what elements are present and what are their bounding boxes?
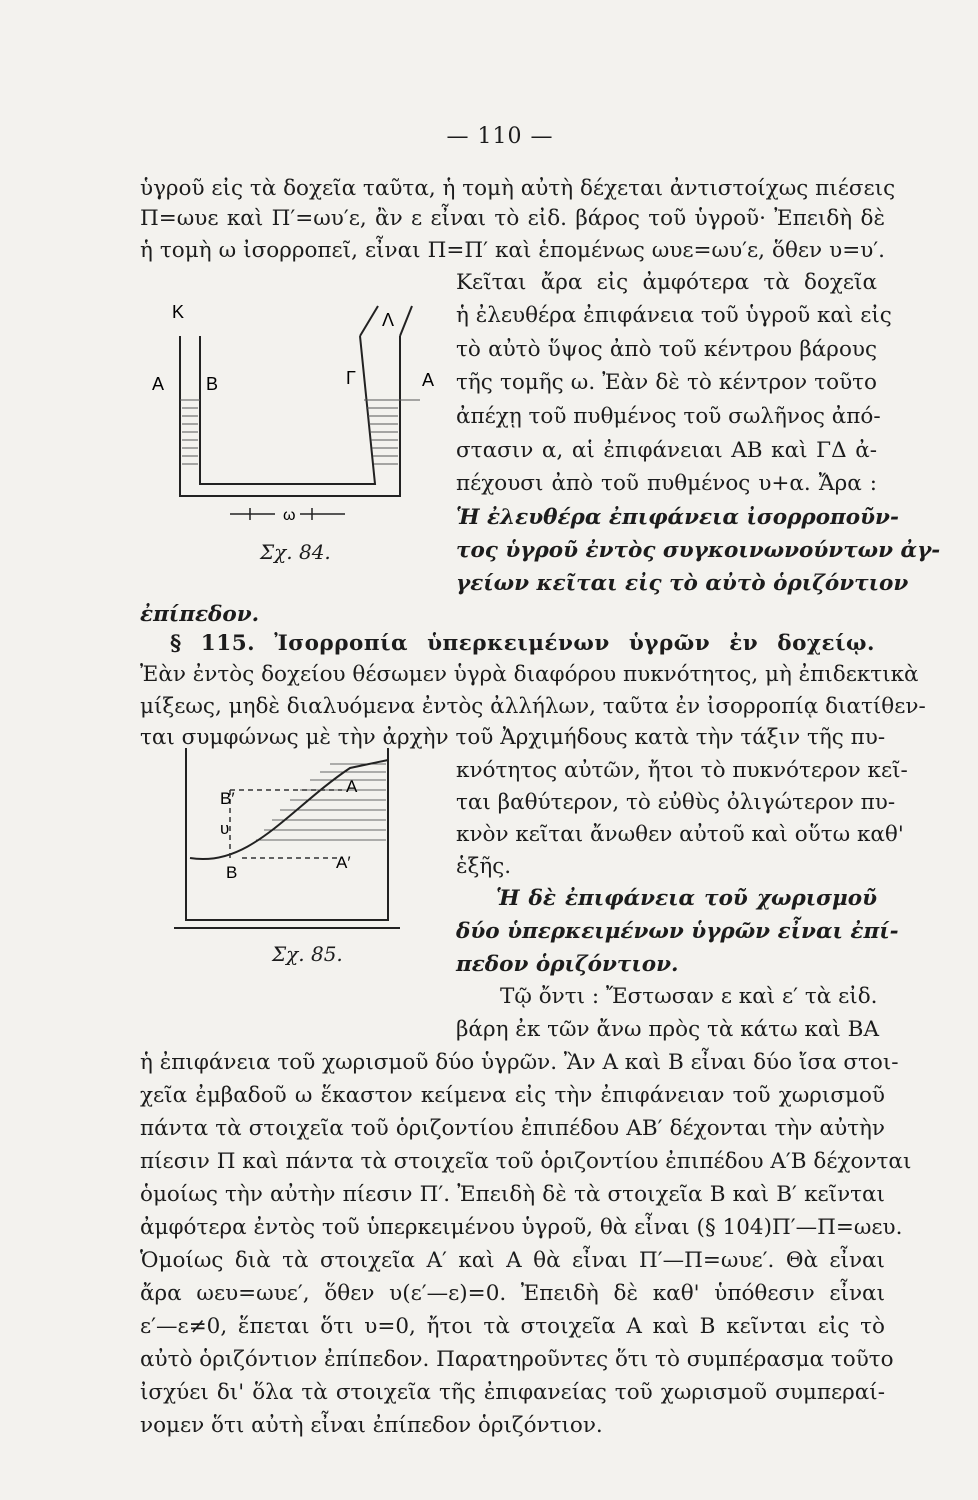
label-A: A — [152, 374, 165, 394]
text-line: ἡ ἐλευθέρα ἐπιφάνεια τοῦ ὑγροῦ καὶ εἰς — [456, 303, 892, 328]
text-line: κνότητος αὐτῶν, ἤτοι τὸ πυκνότερον κεῖ- — [456, 758, 908, 783]
figure-84-caption: Σχ. 84. — [260, 540, 331, 564]
theorem-line: γείων κεῖται εἰς τὸ αὐτὸ ὁριζόντιον — [456, 571, 909, 596]
theorem-line: πεδον ὁριζόντιον. — [456, 952, 679, 977]
text-line: Ὁμοίως διὰ τὰ στοιχεῖα Α′ καὶ Α θὰ εἶναι Π′—Π=ωυε′. Θὰ εἶναι — [140, 1248, 885, 1273]
label-omega: ω — [283, 507, 296, 524]
text-line: Τῷ ὄντι : Ἔστωσαν ε καὶ ε′ τὰ εἰδ. — [500, 984, 878, 1009]
label-A2: A — [422, 370, 435, 390]
label-K: K — [172, 302, 185, 322]
text-line: Π=ωυε καὶ Π′=ωυ′ε, ἂν ε εἶναι τὸ εἰδ. βάρος τοῦ ὑγροῦ· Ἐπειδὴ δὲ — [140, 206, 885, 231]
text-line: τὸ αὐτὸ ὕψος ἀπὸ τοῦ κέντρου βάρους — [456, 337, 877, 362]
text-line: ἀπέχῃ τοῦ πυθμένος τοῦ σωλῆνος ἀπό- — [456, 404, 881, 429]
text-line: κνὸν κεῖται ἄνωθεν αὐτοῦ καὶ οὕτω καθ' — [456, 822, 904, 847]
label-A-prime: A′ — [336, 853, 351, 872]
theorem-line: Ἡ ἐλευθέρα ἐπιφάνεια ἰσορροποῦν- — [456, 505, 899, 530]
text-line: ἄρα ωευ=ωυε′, ὅθεν υ(ε′—ε)=0. Ἐπειδὴ δὲ καθ' ὑπόθεσιν εἶναι — [140, 1281, 885, 1306]
text-line: ἰσχύει δι' ὅλα τὰ στοιχεῖα τῆς ἐπιφανείας τοῦ χωρισμοῦ συμπεραί- — [140, 1380, 885, 1405]
text-line: ἀμφότερα ἐντὸς τοῦ ὑπερκειμένου ὑγροῦ, θὰ εἶναι (§ 104)Π′—Π=ωευ. — [140, 1215, 903, 1240]
label-L: Λ — [382, 310, 395, 330]
label-upsilon: υ — [220, 819, 230, 838]
text-line: ται συμφώνως μὲ τὴν ἀρχὴν τοῦ Ἀρχιμήδους κατὰ τὴν τάξιν τῆς πυ- — [140, 725, 886, 750]
theorem-line: ἐπίπεδον. — [140, 602, 260, 627]
vessel-outline — [186, 748, 388, 920]
figure-84 — [150, 296, 440, 536]
theorem-line: δύο ὑπερκειμένων ὑγρῶν εἶναι ἐπί- — [456, 919, 899, 944]
label-A: A — [346, 777, 358, 796]
text-line: νομεν ὅτι αὐτὴ εἶναι ἐπίπεδον ὁριζόντιον. — [140, 1413, 603, 1438]
text-line: χεῖα ἐμβαδοῦ ω ἕκαστον κείμενα εἰς τὴν ἐπιφάνειαν τοῦ χωρισμοῦ — [140, 1083, 885, 1108]
page-number: — 110 — — [446, 124, 554, 149]
text-line: ται βαθύτερον, τὸ εὐθὺς ὀλιγώτερον πυ- — [456, 790, 896, 815]
section-heading: § 115. Ἰσορροπία ὑπερκειμένων ὑγρῶν ἐν δοχείῳ. — [170, 631, 875, 656]
text-line: Ἐὰν ἐντὸς δοχείου θέσωμεν ὑγρὰ διαφόρου πυκνότητος, μὴ ἐπιδεκτικὰ — [140, 662, 919, 687]
text-line: αὐτὸ ὁριζόντιον ἐπίπεδον. Παρατηροῦντες ὅτι τὸ συμπέρασμα τοῦτο — [140, 1347, 894, 1372]
text-line: ε′—ε≠0, ἕπεται ὅτι υ=0, ἤτοι τὰ στοιχεῖα Α καὶ Β κεῖνται εἰς τὸ — [140, 1314, 885, 1339]
label-G: Γ — [346, 368, 356, 388]
text-line: πέχουσι ἀπὸ τοῦ πυθμένος υ+α. Ἄρα : — [456, 471, 877, 496]
text-line: ὁμοίως τὴν αὐτὴν πίεσιν Π′. Ἐπειδὴ δὲ τὰ στοιχεῖα Β καὶ Β′ κεῖνται — [140, 1182, 885, 1207]
theorem-line: Ἡ δὲ ἐπιφάνεια τοῦ χωρισμοῦ — [496, 886, 877, 911]
text-line: Κεῖται ἄρα εἰς ἀμφότερα τὰ δοχεῖα — [456, 270, 877, 295]
figure-85-caption: Σχ. 85. — [272, 942, 343, 966]
text-line: πίεσιν Π καὶ πάντα τὰ στοιχεῖα τοῦ ὁριζοντίου ἐπιπέδου Α′Β δέχονται — [140, 1149, 912, 1174]
vessel-inner — [200, 336, 375, 484]
label-B-prime: B′ — [220, 789, 235, 808]
text-line: βάρη ἐκ τῶν ἄνω πρὸς τὰ κάτω καὶ ΒΑ — [456, 1017, 879, 1042]
text-line: πάντα τὰ στοιχεῖα τοῦ ὁριζοντίου ἐπιπέδου ΑΒ′ δέχονται τὴν αὐτὴν — [140, 1116, 885, 1141]
text-line: μίξεως, μηδὲ διαλυόμενα ἐντὸς ἀλλήλων, ταῦτα ἐν ἰσορροπίᾳ διατίθεν- — [140, 694, 926, 719]
figure-85 — [160, 738, 440, 938]
text-line: τῆς τομῆς ω. Ἐὰν δὲ τὸ κέντρον τοῦτο — [456, 370, 877, 395]
funnel-left-edge — [360, 306, 378, 336]
text-line: ὑγροῦ εἰς τὰ δοχεῖα ταῦτα, ἡ τομὴ αὐτὴ δέχεται ἀντιστοίχως πιέσεις — [140, 176, 896, 201]
text-line: ἡ τομὴ ω ἰσορροπεῖ, εἶναι Π=Π′ καὶ ἑπομένως ωυε=ωυ′ε, ὅθεν υ=υ′. — [140, 238, 885, 263]
funnel-right-edge — [400, 306, 412, 336]
text-line: ἑξῆς. — [456, 854, 512, 879]
label-B: B — [226, 863, 238, 882]
liquid-left — [180, 400, 200, 464]
theorem-line: τος ὑγροῦ ἐντὸς συγκοινωνούντων ἀγ- — [456, 538, 941, 563]
label-B: B — [206, 374, 219, 394]
text-line: στασιν α, αἱ ἐπιφάνειαι ΑΒ καὶ ΓΔ ἀ- — [456, 438, 877, 463]
text-line: ἡ ἐπιφάνεια τοῦ χωρισμοῦ δύο ὑγρῶν. Ἂν Α καὶ Β εἶναι δύο ἴσα στοι- — [140, 1050, 899, 1075]
vessel-outline — [180, 336, 400, 496]
